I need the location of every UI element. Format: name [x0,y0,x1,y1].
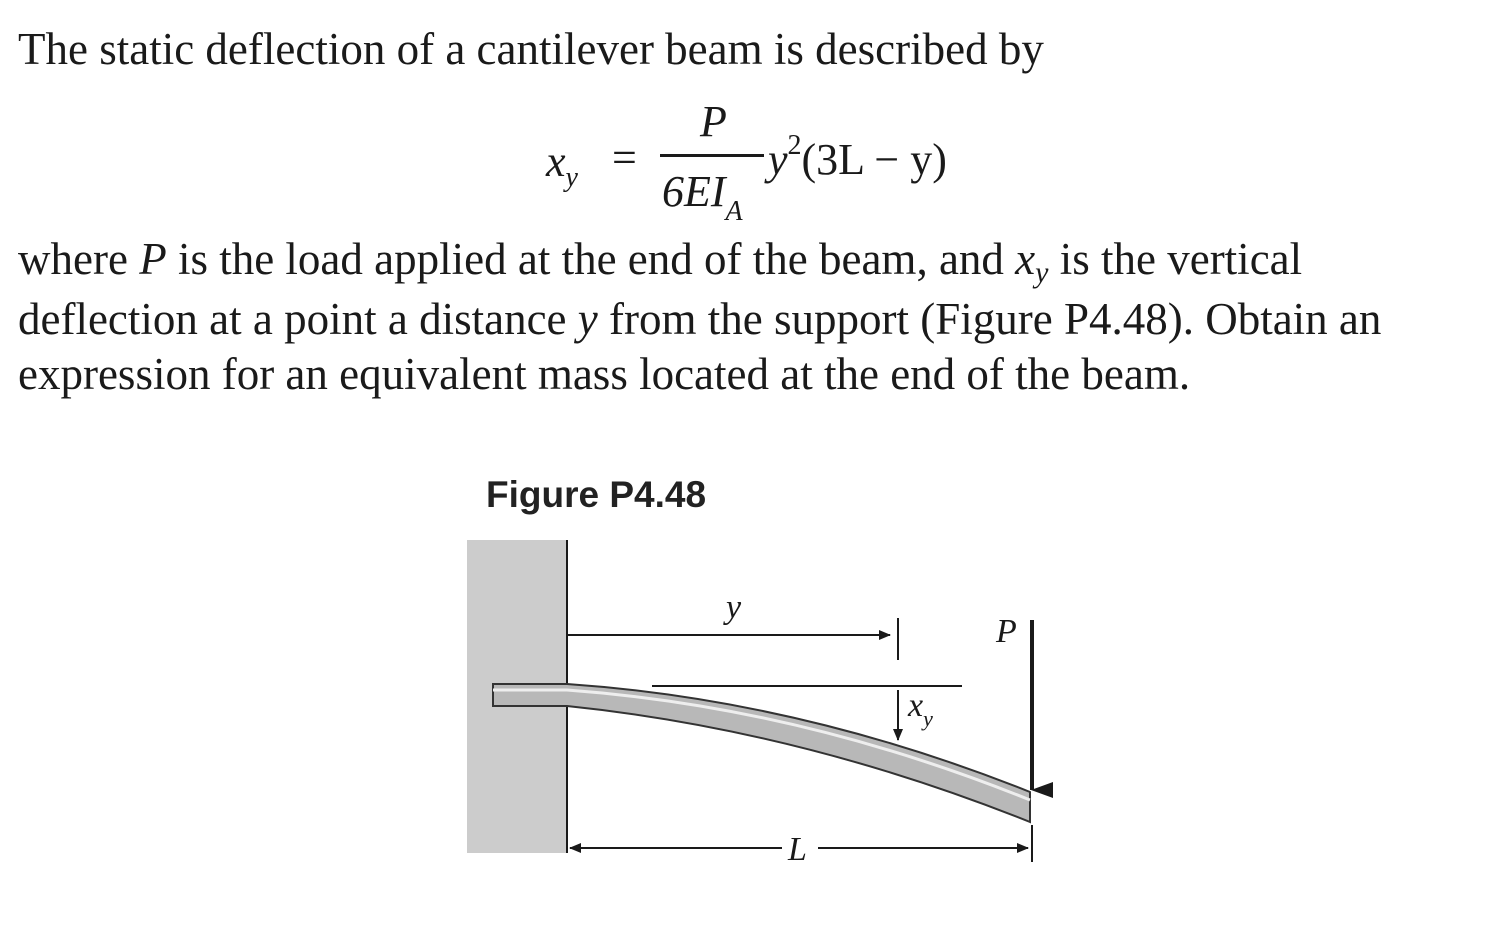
xy-label: $x_y$ [908,687,933,731]
equation-numerator: P [700,97,727,146]
equation-lhs: $x_y$ [546,137,578,193]
y-label: y [726,589,742,626]
P-label: P [996,613,1017,650]
paragraph-line-3: expression for an equivalent mass located at the end of the beam. [18,349,1191,399]
paragraph-line-2: deflection at a point a distance y from the support (Figure P4.48). Obtain an [18,294,1382,344]
equation-equals: = [612,133,637,182]
L-label: L [788,831,807,868]
equation-denominator: $6EI_A$ [662,167,743,227]
equation-tail: $y^2(3L - y)$ [768,130,947,184]
figure-label: Figure P4.48 [486,474,707,515]
paragraph-line-1: where P is the load applied at the end of the beam, and xy is the vertical [18,234,1303,289]
beam [493,684,1030,822]
intro-text: The static deflection of a cantilever beam is described by [18,24,1044,74]
